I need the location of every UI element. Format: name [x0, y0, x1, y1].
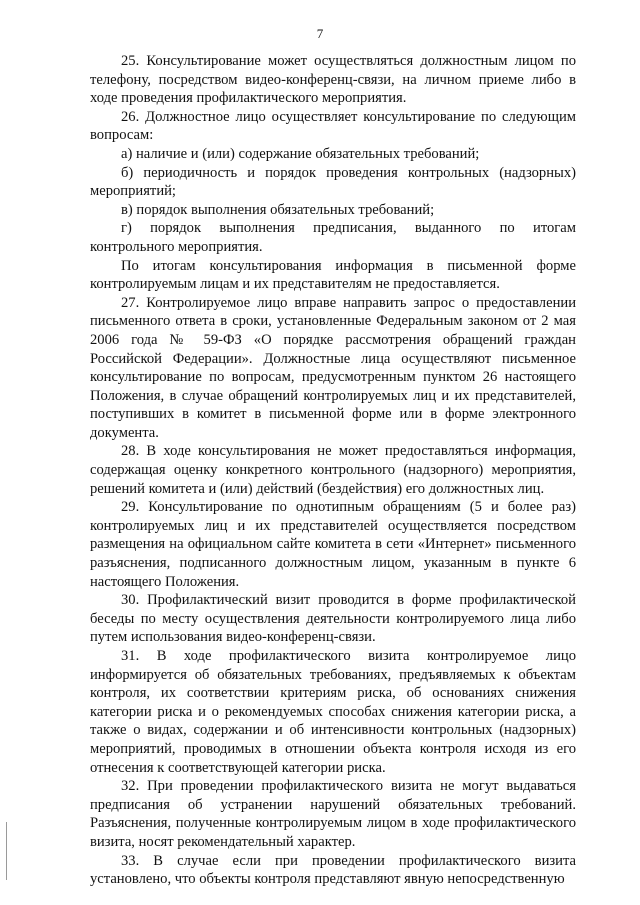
- document-body: [90, 52, 576, 889]
- list-item-v: в) порядок выполнения обязательных требований;: [121, 201, 435, 218]
- paragraph-30: 30. Профилактический визит проводится в форме профилактической беседы по месту осуществления деятельности контролируемого лица либо путем использования видео-конференц-связи.: [90, 592, 576, 646]
- paragraph-28: 28. В ходе консультирования не может предоставляться информация, содержащая оценку конкретного контрольного (надзорного) мероприятия, решений комитета и (или) действий (бездействия) его должностных лиц.: [90, 443, 576, 497]
- paragraph-26: 26. Должностное лицо осуществляет консультирование по следующим вопросам:: [90, 108, 576, 144]
- paragraph-25: 25. Консультирование может осуществляться должностным лицом по телефону, посредством видео-конференц-связи, на личном приеме либо в ходе проведения профилактического мероприятия.: [90, 53, 576, 107]
- list-item-a: а) наличие и (или) содержание обязательных требований;: [121, 145, 480, 162]
- paragraph-33: 33. В случае если при проведении профилактического визита установлено, что объекты контроля представляют явную непосредственную: [90, 852, 576, 888]
- page-number: 7: [316, 26, 324, 41]
- paragraph-31: 31. В ходе профилактического визита контролируемое лицо информируется об обязательных требованиях, предъявляемых к объектам контроля, их соответствии критериям риска, об основаниях снижения категории риска и о рекомендуемых способах снижения категории риска, а также о видах, содержании и об интенсивности контрольных (надзорных) мероприятий, проводимых в отношении объекта контроля исходя из его отнесения к соответствующей категории риска.: [90, 648, 576, 776]
- scan-margin-mark: [6, 822, 7, 880]
- paragraph-27: 27. Контролируемое лицо вправе направить запрос о предоставлении письменного ответа в сроки, установленные Федеральным законом от 2 мая 2006 года № 59-ФЗ «О порядке рассмотрения обращений граждан Российской Федерации». Должностные лица осуществляют письменное консультирование по вопросам, предусмотренным пунктом 26 настоящего Положения, в случае обращений контролируемых лиц и их представителей, поступивших в комитет в письменной форме или в форме электронного документа.: [90, 294, 576, 441]
- list-item-g: г) порядок выполнения предписания, выданного по итогам контрольного мероприятия.: [90, 220, 576, 255]
- paragraph-32: 32. При проведении профилактического визита не могут выдаваться предписания об устранении нарушений обязательных требований. Разъяснения, полученные контролируемым лицом в ходе профилактического визита, носят рекомендательный характер.: [90, 778, 576, 850]
- list-item-b: б) периодичность и порядок проведения контрольных (надзорных) мероприятий;: [90, 164, 576, 200]
- paragraph-consultation-results: По итогам консультирования информация в письменной форме контролируемым лицам и их представителям не предоставляется.: [90, 257, 576, 293]
- paragraph-29: 29. Консультирование по однотипным обращениям (5 и более раз) контролируемых лиц и их представителей осуществляется посредством размещения на официальном сайте комитета в сети «Интернет» письменного разъяснения, подписанного должностным лицом, указанным в пункте 6 настоящего Положения.: [90, 499, 576, 590]
